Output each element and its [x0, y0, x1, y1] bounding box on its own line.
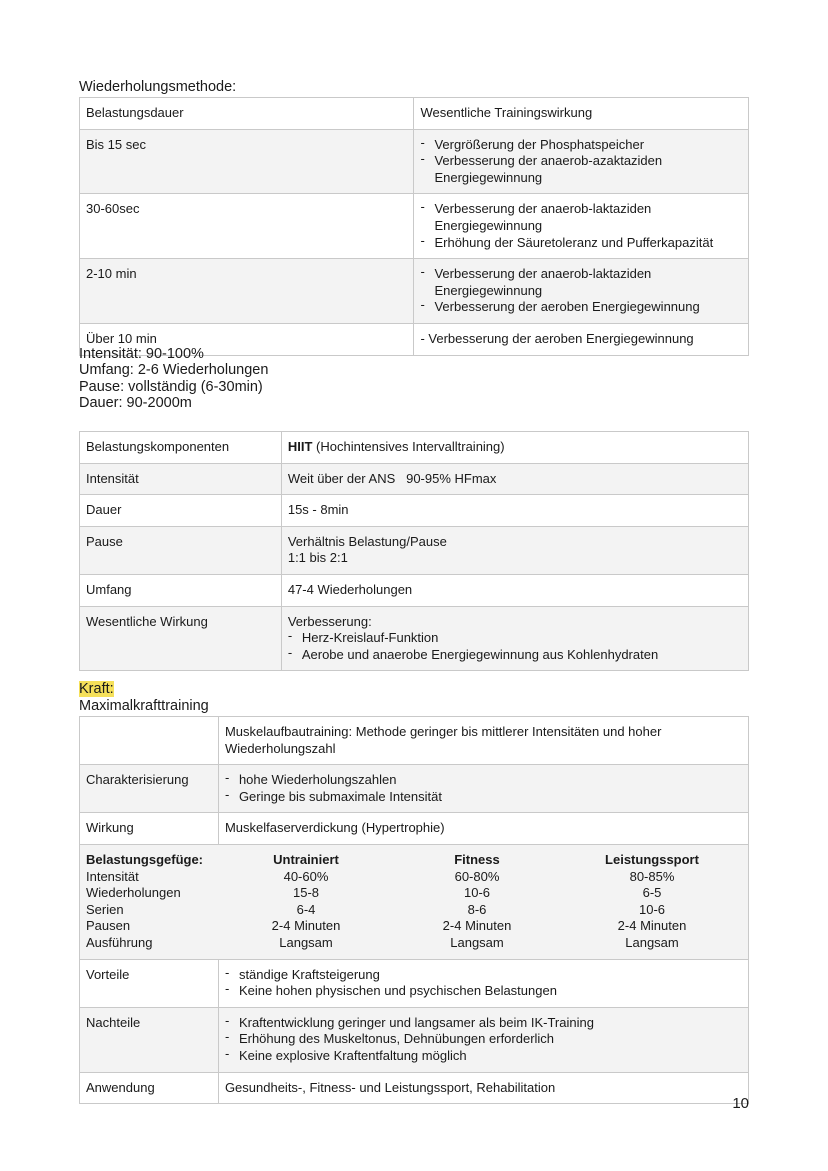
bg-value: Langsam	[450, 934, 504, 950]
list-item: - hohe Wiederholungszahlen	[225, 772, 741, 789]
bg-column-fitness	[391, 852, 563, 952]
value-wirkung	[281, 606, 748, 671]
bg-value: 80-85%	[629, 868, 675, 884]
bg-value: Langsam	[625, 934, 679, 950]
bg-value: 10-6	[463, 885, 491, 901]
info-umfang: Umfang: 2-6 Wiederholungen	[79, 362, 269, 379]
wirkung-list	[288, 630, 741, 663]
cell-dauer: Bis 15 sec	[80, 129, 414, 194]
list-item: - Aerobe und anaerobe Energiegewinnung aus Kohlenhydraten	[288, 647, 741, 664]
table-row-belastungsgefuege	[80, 844, 749, 959]
bg-value: 6-5	[642, 885, 662, 901]
bg-label: Intensität	[86, 868, 139, 884]
list-item: - Verbesserung der anaerob-azaktaziden Energiegewinnung	[420, 153, 741, 186]
label-charakterisierung: Charakterisierung	[80, 765, 219, 813]
header-belastungskomponenten: Belastungskomponenten	[80, 432, 282, 464]
table-row	[80, 194, 749, 259]
page-number: 10	[732, 1095, 749, 1112]
cell-dauer: 2-10 min	[80, 259, 414, 324]
bg-column-leistungssport	[563, 852, 741, 952]
cell-dauer: Über 10 min	[80, 323, 414, 355]
list-item: - Keine hohen physischen und psychischen Belastungen	[225, 983, 741, 1000]
list-item: - Verbesserung der aeroben Energiegewinnung	[420, 299, 741, 316]
bg-value: 2-4 Minuten	[617, 918, 687, 934]
list-item: - Verbesserung der anaerob-laktaziden Energiegewinnung	[420, 201, 741, 234]
bg-column-untrainiert	[221, 852, 391, 952]
value-dauer: 15s - 8min	[281, 495, 748, 527]
section-heading-kraft	[79, 681, 114, 698]
bg-value: 10-6	[638, 901, 666, 917]
label-anwendung: Anwendung	[80, 1072, 219, 1104]
table-row	[80, 1007, 749, 1072]
char-list	[225, 772, 741, 805]
table-row	[80, 574, 749, 606]
table-header-row	[80, 432, 749, 464]
wirkung-list	[420, 266, 741, 316]
label-intensitaet: Intensität	[80, 463, 282, 495]
belastungsgefuege-grid	[86, 852, 741, 952]
table-row	[80, 813, 749, 845]
value-vorteile	[218, 959, 748, 1007]
bg-value: 40-60%	[283, 868, 329, 884]
wirkung-list	[420, 137, 741, 187]
info-intensitaet: Intensität: 90-100%	[79, 346, 204, 362]
bg-label: Pausen	[86, 918, 131, 934]
table-wiederholungsmethode	[79, 97, 749, 356]
bg-label: Wiederholungen	[86, 885, 181, 901]
list-item: - Verbesserung der anaerob-laktaziden Energiegewinnung	[420, 266, 741, 299]
list-item: - ständige Kraftsteigerung	[225, 967, 741, 984]
hiit-subtitle: (Hochintensives Intervalltraining)	[312, 439, 505, 454]
cell-wirkung: - Verbesserung der aeroben Energiegewinnung	[414, 323, 749, 355]
list-item: - Keine explosive Kraftentfaltung möglich	[225, 1048, 741, 1065]
header-hiit	[281, 432, 748, 464]
label-vorteile: Vorteile	[80, 959, 219, 1007]
bg-value: 2-4 Minuten	[442, 918, 512, 934]
label-pause: Pause	[80, 526, 282, 574]
pause-line: Verhältnis Belastung/Pause	[287, 533, 447, 549]
bg-value: 60-80%	[454, 868, 500, 884]
bg-value: Langsam	[279, 934, 333, 950]
table-row	[80, 526, 749, 574]
list-item: - Geringe bis submaximale Intensität	[225, 789, 741, 806]
table-row	[80, 495, 749, 527]
table-row	[80, 259, 749, 324]
header-trainingswirkung: Wesentliche Trainingswirkung	[414, 98, 749, 130]
bg-value: 2-4 Minuten	[271, 918, 341, 934]
info-pause: Pause: vollständig (6-30min)	[79, 378, 263, 395]
cell-belastungsgefuege	[80, 844, 749, 959]
label-wirkung: Wesentliche Wirkung	[80, 606, 282, 671]
cell-wirkung	[414, 129, 749, 194]
bg-col-title: Untrainiert	[273, 851, 339, 867]
bg-label: Serien	[86, 901, 124, 917]
bg-value: 15-8	[292, 885, 320, 901]
header-belastungsdauer: Belastungsdauer	[80, 98, 414, 130]
info-dauer: Dauer: 90-2000m	[79, 395, 192, 412]
cell-dauer: 30-60sec	[80, 194, 414, 259]
value-nachteile	[218, 1007, 748, 1072]
value-intro: Muskelaufbautraining: Methode geringer bis mittlerer Intensitäten und hoher Wiederholungszahl	[218, 717, 748, 765]
list-item: - Vergrößerung der Phosphatspeicher	[420, 137, 741, 154]
bg-value: 6-4	[296, 901, 316, 917]
table-header-row	[80, 98, 749, 130]
table-maximalkraft	[79, 716, 749, 1104]
table-row	[80, 717, 749, 765]
table-row	[80, 1072, 749, 1104]
value-anwendung: Gesundheits-, Fitness- und Leistungssport, Rehabilitation	[218, 1072, 748, 1104]
label-wirkung: Wirkung	[80, 813, 219, 845]
wiederholung-info	[79, 346, 268, 412]
cell-wirkung	[414, 259, 749, 324]
label-dauer: Dauer	[80, 495, 282, 527]
value-umfang: 47-4 Wiederholungen	[281, 574, 748, 606]
cell-empty	[80, 717, 219, 765]
cell-wirkung	[414, 194, 749, 259]
value-pause	[281, 526, 748, 574]
table-row	[80, 463, 749, 495]
wirkung-list	[420, 201, 741, 251]
value-wirkung: Muskelfaserverdickung (Hypertrophie)	[218, 813, 748, 845]
value-intensitaet: Weit über der ANS 90-95% HFmax	[281, 463, 748, 495]
label-umfang: Umfang	[80, 574, 282, 606]
bg-title: Belastungsgefüge:	[86, 851, 204, 867]
subheading-maximalkrafttraining: Maximalkrafttraining	[79, 698, 209, 714]
vorteile-list	[225, 967, 741, 1000]
bg-col-title: Fitness	[454, 851, 500, 867]
list-item: - Herz-Kreislauf-Funktion	[288, 630, 741, 647]
bg-label: Ausführung	[86, 934, 153, 950]
hiit-title: HIIT	[287, 439, 313, 454]
pause-line: 1:1 bis 2:1	[287, 550, 348, 566]
table-row	[80, 129, 749, 194]
table-row	[80, 959, 749, 1007]
bg-col-title: Leistungssport	[605, 851, 699, 867]
list-item: - Erhöhung der Säuretoleranz und Pufferkapazität	[420, 235, 741, 252]
section-heading-wiederholungsmethode: Wiederholungsmethode:	[79, 79, 237, 95]
table-row	[80, 765, 749, 813]
value-charakterisierung	[218, 765, 748, 813]
list-item: - Erhöhung des Muskeltonus, Dehnübungen erforderlich	[225, 1031, 741, 1048]
nachteile-list	[225, 1015, 741, 1065]
table-row	[80, 606, 749, 671]
kraft-highlight: Kraft:	[79, 681, 114, 697]
bg-label-column	[86, 852, 221, 952]
wirkung-head: Verbesserung:	[287, 613, 372, 629]
bg-value: 8-6	[467, 901, 487, 917]
table-hiit	[79, 431, 749, 671]
list-item: - Kraftentwicklung geringer und langsamer als beim IK-Training	[225, 1015, 741, 1032]
label-nachteile: Nachteile	[80, 1007, 219, 1072]
